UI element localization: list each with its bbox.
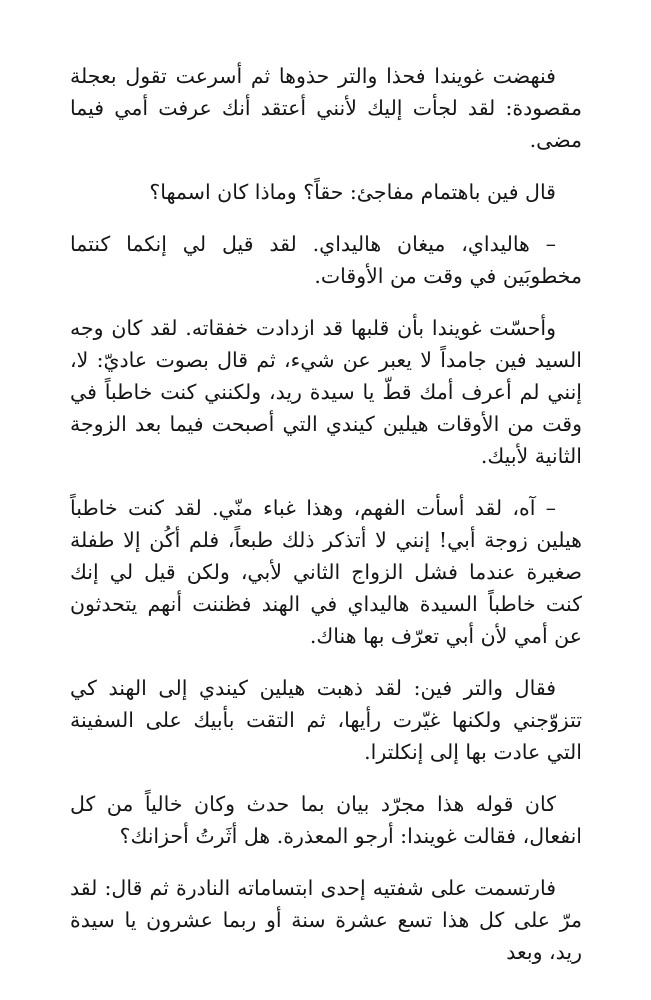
paragraph: قال فين باهتمام مفاجئ: حقاً؟ وماذا كان اسمها؟ xyxy=(149,180,556,204)
paragraph: فنهضت غويندا فحذا والتر حذوها ثم أسرعت تقول بعجلة مقصودة: لقد لجأت إليك لأنني أعتقد أنك عرفت أمي فيما مضى. xyxy=(70,64,582,152)
paragraph: – آه، لقد أسأت الفهم، وهذا غباء منّي. لقد كنت خاطباً هيلين زوجة أبي! إنني لا أتذكر ذلك طبعاً، فلم أكُن إلا طفلة صغيرة عندما فشل الزواج الثاني لأبي، ولكن قيل لي إنك كنت خاطباً السيدة هاليداي في الهند فظننت أنهم يتحدثون عن أمي لأن أبي تعرّف بها هناك. xyxy=(70,496,582,648)
paragraph: كان قوله هذا مجرّد بيان بما حدث وكان خالياً من كل انفعال، فقالت غويندا: أرجو المعذرة. هل أثَرتُ أحزانك؟ xyxy=(70,792,582,848)
paragraph: – هاليداي، ميغان هاليداي. لقد قيل لي إنكما كنتما مخطوبَين في وقت من الأوقات. xyxy=(70,232,582,288)
paragraph: وأحسّت غويندا بأن قلبها قد ازدادت خفقاته. لقد كان وجه السيد فين جامداً لا يعبر عن شيء، ثم قال بصوت عاديّ: لا، إنني لم أعرف أمك قطّ يا سيدة ريد، ولكنني كنت خاطباً في وقت من الأوقات هيلين كيندي التي أصبحت فيما بعد الزوجة الثانية لأبيك. xyxy=(70,316,582,468)
paragraph: فارتسمت على شفتيه إحدى ابتساماته النادرة ثم قال: لقد مرّ على كل هذا تسع عشرة سنة أو ربما عشرون يا سيدة ريد، وبعد xyxy=(70,876,582,964)
paragraph: فقال والتر فين: لقد ذهبت هيلين كيندي إلى الهند كي تتزوّجني ولكنها غيّرت رأيها، ثم التقت بأبيك على السفينة التي عادت بها إلى إنكلترا. xyxy=(70,676,582,764)
book-page xyxy=(70,60,582,988)
